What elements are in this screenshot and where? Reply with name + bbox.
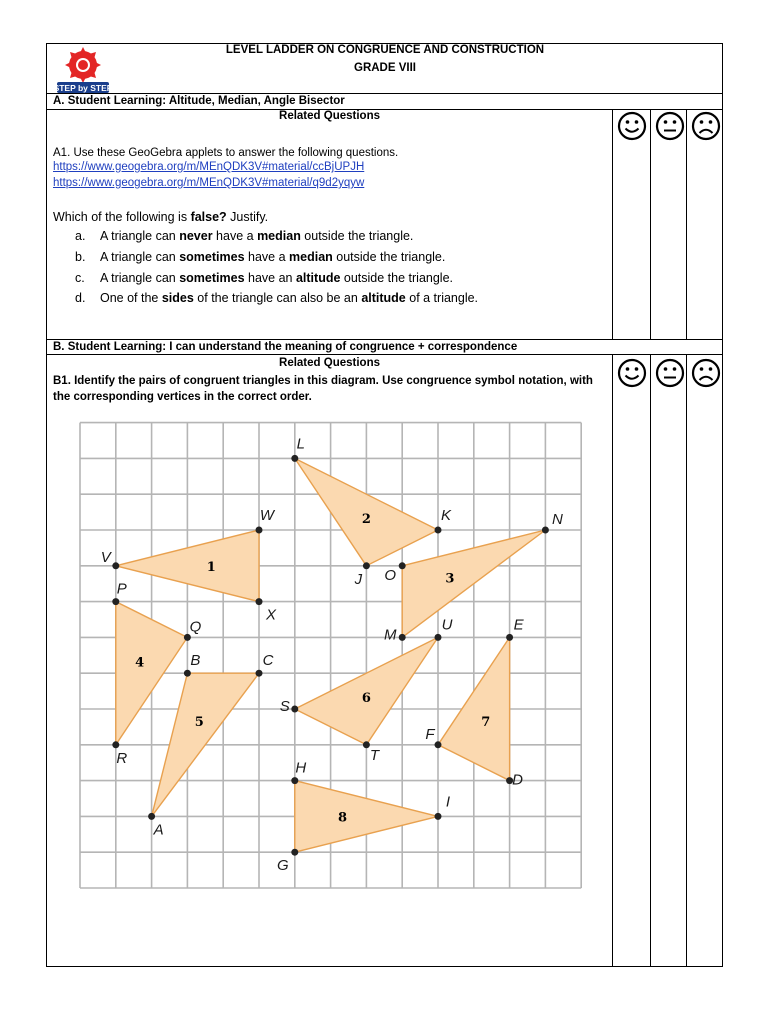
triangle-number-label: 3 <box>445 571 455 587</box>
triangle-number-label: 6 <box>361 691 371 707</box>
column-divider <box>612 354 613 967</box>
vertex-point-I <box>435 813 442 820</box>
vertex-label-F: F <box>425 725 435 743</box>
section-b-related-questions: Related Questions <box>279 357 380 369</box>
grade-label: GRADE VIII <box>354 62 416 74</box>
vertex-label-A: A <box>153 821 164 839</box>
column-divider <box>650 354 651 967</box>
geogebra-link-2[interactable]: https://www.geogebra.org/m/MEnQDK3V#material/q9d2yqyw <box>53 177 365 189</box>
triangle-number-label: 2 <box>361 512 371 528</box>
column-divider <box>650 109 651 340</box>
table-border-left <box>46 43 47 967</box>
triangle-number-label: 7 <box>481 714 491 730</box>
row-divider <box>46 354 723 355</box>
vertex-label-J: J <box>354 570 363 588</box>
smiley-sad-icon[interactable] <box>691 358 721 393</box>
triangle-number-label: 1 <box>206 559 216 575</box>
congruent-triangles-diagram <box>75 410 595 894</box>
smiley-sad-icon[interactable] <box>691 111 721 146</box>
vertex-label-D: D <box>512 771 524 789</box>
vertex-label-Q: Q <box>189 618 202 636</box>
vertex-label-M: M <box>383 626 397 644</box>
vertex-label-R: R <box>116 749 128 767</box>
row-divider <box>46 339 723 340</box>
vertex-point-S <box>291 706 298 713</box>
vertex-point-F <box>435 741 442 748</box>
table-border-right <box>722 43 723 967</box>
vertex-label-G: G <box>276 857 289 875</box>
svg-text:STEP by STEP: STEP by STEP <box>55 83 111 93</box>
vertex-label-X: X <box>265 606 277 624</box>
vertex-point-N <box>542 527 549 534</box>
vertex-point-P <box>112 598 119 605</box>
vertex-point-R <box>112 741 119 748</box>
smiley-happy-icon[interactable] <box>617 111 647 146</box>
vertex-label-H: H <box>295 759 307 777</box>
vertex-label-K: K <box>440 507 452 524</box>
vertex-label-E: E <box>513 616 524 634</box>
column-divider <box>612 109 613 340</box>
vertex-point-X <box>256 598 263 605</box>
a1-question: Which of the following is false? Justify. <box>53 210 269 224</box>
smiley-neutral-icon[interactable] <box>655 111 685 146</box>
vertex-point-O <box>399 562 406 569</box>
vertex-label-O: O <box>384 566 397 584</box>
row-divider <box>46 93 723 94</box>
vertex-label-P: P <box>116 580 127 598</box>
vertex-point-B <box>184 670 191 677</box>
option-c: c. A triangle can sometimes have an altitude outside the triangle. <box>75 271 453 285</box>
a1-intro: A1. Use these GeoGebra applets to answer the following questions. <box>53 147 399 159</box>
vertex-label-B: B <box>190 652 201 670</box>
triangle-number-label: 4 <box>135 655 145 671</box>
option-d: d. One of the sides of the triangle can also be an altitude of a triangle. <box>75 291 479 305</box>
vertex-point-K <box>435 527 442 534</box>
vertex-point-L <box>291 455 298 462</box>
table-border-bottom <box>46 966 723 967</box>
b1-question: B1. Identify the pairs of congruent triangles in this diagram. Use congruence symbol notation, with the corresponding vertices in the correct order. <box>53 375 593 403</box>
vertex-label-N: N <box>551 511 563 528</box>
vertex-point-G <box>291 849 298 856</box>
vertex-point-M <box>399 634 406 641</box>
option-a: a. A triangle can never have a median outside the triangle. <box>75 229 414 243</box>
vertex-point-E <box>506 634 513 641</box>
section-b-heading: B. Student Learning: I can understand the meaning of congruence + correspondence <box>53 341 518 353</box>
vertex-point-C <box>256 670 263 677</box>
vertex-label-L: L <box>296 435 305 453</box>
column-divider <box>686 354 687 967</box>
vertex-point-W <box>256 527 263 534</box>
vertex-point-H <box>291 777 298 784</box>
column-divider <box>686 109 687 340</box>
vertex-label-W: W <box>259 507 275 524</box>
section-a-heading: A. Student Learning: Altitude, Median, Angle Bisector <box>53 95 345 107</box>
vertex-label-C: C <box>262 652 274 670</box>
vertex-label-S: S <box>279 698 290 715</box>
smiley-neutral-icon[interactable] <box>655 358 685 393</box>
triangle-number-label: 8 <box>338 810 348 826</box>
vertex-point-J <box>363 562 370 569</box>
vertex-label-V: V <box>100 548 111 566</box>
vertex-point-U <box>435 634 442 641</box>
vertex-point-V <box>112 562 119 569</box>
vertex-label-T: T <box>369 746 379 764</box>
vertex-label-U: U <box>441 616 453 634</box>
geogebra-link-1[interactable]: https://www.geogebra.org/m/MEnQDK3V#material/ccBjUPJH <box>53 161 365 173</box>
section-a-related-questions: Related Questions <box>279 110 380 122</box>
option-b: b. A triangle can sometimes have a median outside the triangle. <box>75 250 446 264</box>
vertex-label-I: I <box>445 793 451 811</box>
vertex-point-A <box>148 813 155 820</box>
triangle-number-label: 5 <box>194 714 204 730</box>
smiley-happy-icon[interactable] <box>617 358 647 393</box>
document-title: LEVEL LADDER ON CONGRUENCE AND CONSTRUCTION <box>225 44 545 56</box>
